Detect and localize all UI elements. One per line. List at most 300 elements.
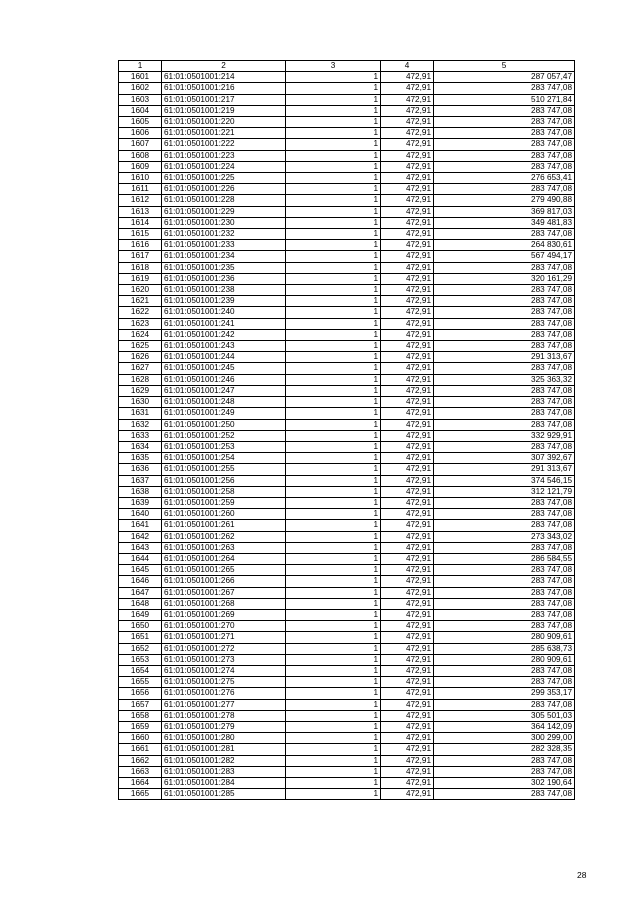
table-cell-col-1: 1611 <box>119 184 162 195</box>
table-cell-col-2: 61:01:0501001:241 <box>162 318 286 329</box>
table-cell-col-1: 1635 <box>119 453 162 464</box>
table-cell-col-4: 472,91 <box>381 318 434 329</box>
table-cell-col-4: 472,91 <box>381 217 434 228</box>
header-col-5: 5 <box>434 61 575 72</box>
table-cell-col-1: 1632 <box>119 419 162 430</box>
table-cell-col-3: 1 <box>286 509 381 520</box>
table-cell-col-4: 472,91 <box>381 621 434 632</box>
table-cell-col-1: 1639 <box>119 497 162 508</box>
table-row <box>119 542 575 553</box>
table-row <box>119 755 575 766</box>
table-row <box>119 229 575 240</box>
table-cell-col-2: 61:01:0501001:247 <box>162 385 286 396</box>
table-cell-col-4: 472,91 <box>381 341 434 352</box>
table-cell-col-4: 472,91 <box>381 72 434 83</box>
table-cell-col-2: 61:01:0501001:284 <box>162 778 286 789</box>
table-cell-col-5: 510 271,84 <box>434 94 575 105</box>
table-cell-col-2: 61:01:0501001:278 <box>162 710 286 721</box>
table-cell-col-1: 1623 <box>119 318 162 329</box>
table-row <box>119 195 575 206</box>
table-cell-col-2: 61:01:0501001:238 <box>162 285 286 296</box>
table-row <box>119 699 575 710</box>
table-cell-col-1: 1619 <box>119 273 162 284</box>
table-row <box>119 296 575 307</box>
table-row <box>119 576 575 587</box>
table-cell-col-2: 61:01:0501001:281 <box>162 744 286 755</box>
table-cell-col-1: 1631 <box>119 408 162 419</box>
table-cell-col-1: 1615 <box>119 229 162 240</box>
table-cell-col-1: 1625 <box>119 341 162 352</box>
table-cell-col-4: 472,91 <box>381 419 434 430</box>
table-row <box>119 341 575 352</box>
table-cell-col-5: 283 747,08 <box>434 397 575 408</box>
table-cell-col-1: 1618 <box>119 262 162 273</box>
table-row <box>119 161 575 172</box>
table-cell-col-2: 61:01:0501001:277 <box>162 699 286 710</box>
table-cell-col-2: 61:01:0501001:259 <box>162 497 286 508</box>
table-row <box>119 329 575 340</box>
table-cell-col-4: 472,91 <box>381 475 434 486</box>
table-cell-col-3: 1 <box>286 285 381 296</box>
table-cell-col-4: 472,91 <box>381 542 434 553</box>
table-cell-col-2: 61:01:0501001:220 <box>162 117 286 128</box>
table-cell-col-2: 61:01:0501001:254 <box>162 453 286 464</box>
table-cell-col-2: 61:01:0501001:239 <box>162 296 286 307</box>
table-cell-col-4: 472,91 <box>381 229 434 240</box>
table-row <box>119 285 575 296</box>
table-cell-col-1: 1608 <box>119 150 162 161</box>
table-cell-col-2: 61:01:0501001:252 <box>162 430 286 441</box>
table-cell-col-1: 1656 <box>119 688 162 699</box>
table-cell-col-5: 286 584,55 <box>434 553 575 564</box>
table-cell-col-2: 61:01:0501001:217 <box>162 94 286 105</box>
table-cell-col-5: 283 747,08 <box>434 587 575 598</box>
table-cell-col-1: 1613 <box>119 206 162 217</box>
table-cell-col-4: 472,91 <box>381 430 434 441</box>
table-cell-col-2: 61:01:0501001:276 <box>162 688 286 699</box>
table-cell-col-2: 61:01:0501001:285 <box>162 789 286 800</box>
table-cell-col-4: 472,91 <box>381 329 434 340</box>
table-cell-col-5: 283 747,08 <box>434 83 575 94</box>
table-cell-col-3: 1 <box>286 251 381 262</box>
table-cell-col-5: 291 313,67 <box>434 464 575 475</box>
table-cell-col-1: 1638 <box>119 486 162 497</box>
table-cell-col-4: 472,91 <box>381 632 434 643</box>
table-cell-col-2: 61:01:0501001:249 <box>162 408 286 419</box>
table-cell-col-1: 1604 <box>119 105 162 116</box>
table-cell-col-4: 472,91 <box>381 654 434 665</box>
table-row <box>119 531 575 542</box>
table-cell-col-2: 61:01:0501001:245 <box>162 363 286 374</box>
table-cell-col-3: 1 <box>286 733 381 744</box>
table-cell-col-3: 1 <box>286 475 381 486</box>
table-cell-col-4: 472,91 <box>381 296 434 307</box>
table-cell-col-5: 283 747,08 <box>434 576 575 587</box>
table-cell-col-3: 1 <box>286 329 381 340</box>
table-cell-col-4: 472,91 <box>381 497 434 508</box>
table-cell-col-3: 1 <box>286 72 381 83</box>
table-row <box>119 419 575 430</box>
table-cell-col-5: 374 546,15 <box>434 475 575 486</box>
table-row <box>119 677 575 688</box>
table-cell-col-2: 61:01:0501001:261 <box>162 520 286 531</box>
table-cell-col-4: 472,91 <box>381 139 434 150</box>
table-cell-col-2: 61:01:0501001:262 <box>162 531 286 542</box>
table-cell-col-4: 472,91 <box>381 744 434 755</box>
table-cell-col-3: 1 <box>286 161 381 172</box>
table-cell-col-2: 61:01:0501001:226 <box>162 184 286 195</box>
table-cell-col-1: 1634 <box>119 441 162 452</box>
table-cell-col-4: 472,91 <box>381 117 434 128</box>
table-cell-col-5: 283 747,08 <box>434 262 575 273</box>
table-cell-col-5: 283 747,08 <box>434 621 575 632</box>
table-cell-col-3: 1 <box>286 665 381 676</box>
table-cell-col-5: 283 747,08 <box>434 665 575 676</box>
table-cell-col-3: 1 <box>286 677 381 688</box>
table-cell-col-3: 1 <box>286 184 381 195</box>
table-cell-col-3: 1 <box>286 710 381 721</box>
table-cell-col-3: 1 <box>286 464 381 475</box>
table-cell-col-2: 61:01:0501001:244 <box>162 352 286 363</box>
table-cell-col-5: 364 142,09 <box>434 721 575 732</box>
table-cell-col-3: 1 <box>286 531 381 542</box>
table-cell-col-5: 280 909,61 <box>434 632 575 643</box>
data-table <box>118 60 575 800</box>
table-row <box>119 710 575 721</box>
table-cell-col-5: 283 747,08 <box>434 296 575 307</box>
table-row <box>119 789 575 800</box>
table-cell-col-5: 283 747,08 <box>434 117 575 128</box>
table-cell-col-2: 61:01:0501001:283 <box>162 766 286 777</box>
table-cell-col-4: 472,91 <box>381 94 434 105</box>
table-cell-col-3: 1 <box>286 542 381 553</box>
table-cell-col-2: 61:01:0501001:256 <box>162 475 286 486</box>
table-cell-col-4: 472,91 <box>381 453 434 464</box>
table-cell-col-4: 472,91 <box>381 677 434 688</box>
table-cell-col-3: 1 <box>286 94 381 105</box>
table-cell-col-1: 1633 <box>119 430 162 441</box>
table-cell-col-1: 1606 <box>119 128 162 139</box>
table-cell-col-5: 283 747,08 <box>434 497 575 508</box>
header-col-3: 3 <box>286 61 381 72</box>
table-cell-col-5: 283 747,08 <box>434 565 575 576</box>
table-row <box>119 318 575 329</box>
table-cell-col-1: 1663 <box>119 766 162 777</box>
table-cell-col-2: 61:01:0501001:248 <box>162 397 286 408</box>
table-cell-col-3: 1 <box>286 217 381 228</box>
table-cell-col-3: 1 <box>286 173 381 184</box>
table-cell-col-4: 472,91 <box>381 195 434 206</box>
table-cell-col-1: 1665 <box>119 789 162 800</box>
table-cell-col-4: 472,91 <box>381 665 434 676</box>
table-cell-col-4: 472,91 <box>381 778 434 789</box>
table-cell-col-1: 1641 <box>119 520 162 531</box>
table-cell-col-2: 61:01:0501001:242 <box>162 329 286 340</box>
table-row <box>119 352 575 363</box>
header-col-4: 4 <box>381 61 434 72</box>
table-cell-col-3: 1 <box>286 453 381 464</box>
table-cell-col-2: 61:01:0501001:223 <box>162 150 286 161</box>
table-cell-col-1: 1658 <box>119 710 162 721</box>
table-cell-col-4: 472,91 <box>381 587 434 598</box>
table-cell-col-1: 1659 <box>119 721 162 732</box>
table-cell-col-1: 1612 <box>119 195 162 206</box>
table-cell-col-4: 472,91 <box>381 285 434 296</box>
table-cell-col-5: 283 747,08 <box>434 766 575 777</box>
table-cell-col-5: 283 747,08 <box>434 318 575 329</box>
table-cell-col-1: 1643 <box>119 542 162 553</box>
table-cell-col-3: 1 <box>286 139 381 150</box>
table-row <box>119 72 575 83</box>
table-cell-col-4: 472,91 <box>381 273 434 284</box>
table-cell-col-5: 287 057,47 <box>434 72 575 83</box>
table-cell-col-3: 1 <box>286 363 381 374</box>
table-cell-col-5: 312 121,79 <box>434 486 575 497</box>
table-cell-col-1: 1647 <box>119 587 162 598</box>
table-cell-col-5: 325 363,32 <box>434 374 575 385</box>
table-row <box>119 262 575 273</box>
table-cell-col-3: 1 <box>286 688 381 699</box>
table-row <box>119 621 575 632</box>
table-cell-col-2: 61:01:0501001:225 <box>162 173 286 184</box>
table-cell-col-3: 1 <box>286 273 381 284</box>
table-cell-col-3: 1 <box>286 318 381 329</box>
table-cell-col-5: 307 392,67 <box>434 453 575 464</box>
table-cell-col-2: 61:01:0501001:243 <box>162 341 286 352</box>
table-cell-col-5: 291 313,67 <box>434 352 575 363</box>
table-cell-col-2: 61:01:0501001:271 <box>162 632 286 643</box>
table-cell-col-3: 1 <box>286 576 381 587</box>
table-cell-col-5: 283 747,08 <box>434 441 575 452</box>
table-cell-col-4: 472,91 <box>381 789 434 800</box>
table-row <box>119 430 575 441</box>
table-row <box>119 273 575 284</box>
table-cell-col-5: 273 343,02 <box>434 531 575 542</box>
table-row <box>119 240 575 251</box>
header-col-2: 2 <box>162 61 286 72</box>
table-cell-col-2: 61:01:0501001:219 <box>162 105 286 116</box>
table-cell-col-4: 472,91 <box>381 173 434 184</box>
table-cell-col-5: 283 747,08 <box>434 609 575 620</box>
table-cell-col-4: 472,91 <box>381 240 434 251</box>
table-cell-col-4: 472,91 <box>381 408 434 419</box>
table-cell-col-5: 300 299,00 <box>434 733 575 744</box>
table-cell-col-5: 567 494,17 <box>434 251 575 262</box>
table-row <box>119 766 575 777</box>
table-cell-col-1: 1617 <box>119 251 162 262</box>
table-cell-col-5: 283 747,08 <box>434 677 575 688</box>
table-row <box>119 206 575 217</box>
table-cell-col-5: 283 747,08 <box>434 385 575 396</box>
table-cell-col-4: 472,91 <box>381 128 434 139</box>
table-cell-col-3: 1 <box>286 598 381 609</box>
table-cell-col-3: 1 <box>286 397 381 408</box>
table-cell-col-2: 61:01:0501001:255 <box>162 464 286 475</box>
table-cell-col-5: 369 817,03 <box>434 206 575 217</box>
table-cell-col-5: 283 747,08 <box>434 509 575 520</box>
table-cell-col-3: 1 <box>286 621 381 632</box>
table-row <box>119 397 575 408</box>
table-cell-col-4: 472,91 <box>381 307 434 318</box>
table-cell-col-5: 283 747,08 <box>434 408 575 419</box>
table-cell-col-4: 472,91 <box>381 721 434 732</box>
table-cell-col-2: 61:01:0501001:240 <box>162 307 286 318</box>
table-cell-col-5: 283 747,08 <box>434 520 575 531</box>
table-cell-col-5: 320 161,29 <box>434 273 575 284</box>
table-cell-col-4: 472,91 <box>381 184 434 195</box>
table-cell-col-1: 1620 <box>119 285 162 296</box>
table-cell-col-2: 61:01:0501001:258 <box>162 486 286 497</box>
table-cell-col-3: 1 <box>286 296 381 307</box>
table-cell-col-2: 61:01:0501001:269 <box>162 609 286 620</box>
table-cell-col-1: 1650 <box>119 621 162 632</box>
table-row <box>119 128 575 139</box>
table-cell-col-1: 1664 <box>119 778 162 789</box>
table-cell-col-4: 472,91 <box>381 509 434 520</box>
table-cell-col-4: 472,91 <box>381 251 434 262</box>
table-cell-col-3: 1 <box>286 128 381 139</box>
table-cell-col-2: 61:01:0501001:280 <box>162 733 286 744</box>
table-cell-col-5: 283 747,08 <box>434 285 575 296</box>
table-cell-col-5: 302 190,64 <box>434 778 575 789</box>
table-cell-col-3: 1 <box>286 643 381 654</box>
table-cell-col-4: 472,91 <box>381 553 434 564</box>
table-cell-col-4: 472,91 <box>381 766 434 777</box>
table-row <box>119 363 575 374</box>
table-cell-col-3: 1 <box>286 609 381 620</box>
table-row <box>119 643 575 654</box>
table-cell-col-3: 1 <box>286 721 381 732</box>
table-cell-col-1: 1636 <box>119 464 162 475</box>
table-cell-col-5: 332 929,91 <box>434 430 575 441</box>
table-cell-col-1: 1630 <box>119 397 162 408</box>
table-row <box>119 307 575 318</box>
table-row <box>119 441 575 452</box>
table-cell-col-2: 61:01:0501001:266 <box>162 576 286 587</box>
table-cell-col-1: 1621 <box>119 296 162 307</box>
table-cell-col-1: 1628 <box>119 374 162 385</box>
table-cell-col-1: 1605 <box>119 117 162 128</box>
table-row <box>119 587 575 598</box>
table-cell-col-4: 472,91 <box>381 385 434 396</box>
table-cell-col-1: 1651 <box>119 632 162 643</box>
table-cell-col-2: 61:01:0501001:275 <box>162 677 286 688</box>
table-cell-col-3: 1 <box>286 654 381 665</box>
table-row <box>119 94 575 105</box>
table-cell-col-5: 283 747,08 <box>434 184 575 195</box>
table-cell-col-4: 472,91 <box>381 441 434 452</box>
table-row <box>119 486 575 497</box>
table-cell-col-4: 472,91 <box>381 688 434 699</box>
table-cell-col-5: 283 747,08 <box>434 139 575 150</box>
table-cell-col-1: 1662 <box>119 755 162 766</box>
table-cell-col-1: 1654 <box>119 665 162 676</box>
table-cell-col-5: 283 747,08 <box>434 598 575 609</box>
table-row <box>119 117 575 128</box>
table-cell-col-1: 1655 <box>119 677 162 688</box>
table-cell-col-2: 61:01:0501001:273 <box>162 654 286 665</box>
table-cell-col-3: 1 <box>286 206 381 217</box>
table-cell-col-5: 349 481,83 <box>434 217 575 228</box>
table-cell-col-1: 1648 <box>119 598 162 609</box>
table-cell-col-3: 1 <box>286 486 381 497</box>
table-cell-col-1: 1649 <box>119 609 162 620</box>
table-cell-col-1: 1640 <box>119 509 162 520</box>
table-cell-col-3: 1 <box>286 341 381 352</box>
table-row <box>119 251 575 262</box>
table-cell-col-3: 1 <box>286 587 381 598</box>
table-row <box>119 609 575 620</box>
table-cell-col-4: 472,91 <box>381 710 434 721</box>
table-row <box>119 173 575 184</box>
table-row <box>119 374 575 385</box>
table-cell-col-1: 1661 <box>119 744 162 755</box>
table-cell-col-2: 61:01:0501001:230 <box>162 217 286 228</box>
table-cell-col-5: 283 747,08 <box>434 128 575 139</box>
table-cell-col-5: 283 747,08 <box>434 789 575 800</box>
table-cell-col-3: 1 <box>286 497 381 508</box>
table-row <box>119 553 575 564</box>
table-row <box>119 598 575 609</box>
table-cell-col-5: 282 328,35 <box>434 744 575 755</box>
table-cell-col-3: 1 <box>286 789 381 800</box>
table-cell-col-2: 61:01:0501001:234 <box>162 251 286 262</box>
table-row <box>119 83 575 94</box>
table-cell-col-1: 1642 <box>119 531 162 542</box>
table-cell-col-5: 283 747,08 <box>434 329 575 340</box>
table-cell-col-2: 61:01:0501001:264 <box>162 553 286 564</box>
table-row <box>119 654 575 665</box>
table-cell-col-3: 1 <box>286 105 381 116</box>
table-body <box>119 72 575 800</box>
table-cell-col-4: 472,91 <box>381 464 434 475</box>
table-row <box>119 778 575 789</box>
table-cell-col-2: 61:01:0501001:267 <box>162 587 286 598</box>
table-row <box>119 184 575 195</box>
table-cell-col-2: 61:01:0501001:272 <box>162 643 286 654</box>
table-cell-col-1: 1660 <box>119 733 162 744</box>
table-cell-col-2: 61:01:0501001:246 <box>162 374 286 385</box>
table-cell-col-1: 1609 <box>119 161 162 172</box>
table-cell-col-5: 283 747,08 <box>434 699 575 710</box>
table-cell-col-2: 61:01:0501001:233 <box>162 240 286 251</box>
table-cell-col-2: 61:01:0501001:235 <box>162 262 286 273</box>
table-cell-col-4: 472,91 <box>381 643 434 654</box>
table-cell-col-1: 1645 <box>119 565 162 576</box>
table-cell-col-4: 472,91 <box>381 609 434 620</box>
table-cell-col-2: 61:01:0501001:228 <box>162 195 286 206</box>
table-cell-col-3: 1 <box>286 553 381 564</box>
table-cell-col-3: 1 <box>286 307 381 318</box>
table-cell-col-1: 1652 <box>119 643 162 654</box>
table-cell-col-5: 279 490,88 <box>434 195 575 206</box>
table-cell-col-2: 61:01:0501001:265 <box>162 565 286 576</box>
table-cell-col-3: 1 <box>286 150 381 161</box>
table-cell-col-4: 472,91 <box>381 699 434 710</box>
table-cell-col-1: 1627 <box>119 363 162 374</box>
table-cell-col-1: 1624 <box>119 329 162 340</box>
table-row <box>119 150 575 161</box>
table-cell-col-4: 472,91 <box>381 105 434 116</box>
table-cell-col-3: 1 <box>286 262 381 273</box>
table-row <box>119 520 575 531</box>
table-cell-col-3: 1 <box>286 778 381 789</box>
table-cell-col-4: 472,91 <box>381 486 434 497</box>
table-cell-col-3: 1 <box>286 744 381 755</box>
table-row <box>119 565 575 576</box>
table-cell-col-5: 283 747,08 <box>434 363 575 374</box>
table-row <box>119 105 575 116</box>
